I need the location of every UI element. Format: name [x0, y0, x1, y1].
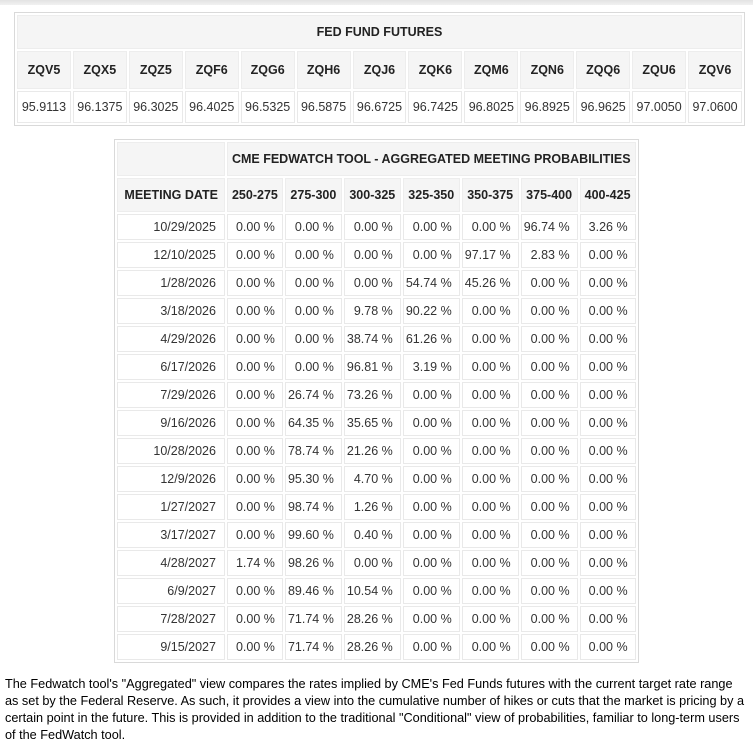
probability-cell: 0.00 % [344, 550, 401, 576]
rate-range-header: 300-325 [344, 178, 401, 212]
probability-cell: 0.00 % [462, 298, 519, 324]
meeting-date-cell: 3/17/2027 [117, 522, 225, 548]
probability-cell: 0.00 % [403, 438, 460, 464]
futures-contract-cell: ZQG6 [241, 51, 295, 89]
probability-cell: 0.00 % [462, 382, 519, 408]
probability-cell: 3.19 % [403, 354, 460, 380]
probability-cell: 1.26 % [344, 494, 401, 520]
probability-cell: 0.00 % [403, 410, 460, 436]
probability-cell: 96.74 % [521, 214, 578, 240]
probability-cell: 0.00 % [403, 522, 460, 548]
probability-cell: 0.00 % [580, 270, 636, 296]
meeting-date-cell: 6/17/2026 [117, 354, 225, 380]
probability-cell: 0.00 % [580, 606, 636, 632]
probability-cell: 0.00 % [227, 438, 283, 464]
probability-cell: 98.74 % [285, 494, 342, 520]
probability-cell: 28.26 % [344, 606, 401, 632]
meeting-date-header: MEETING DATE [117, 178, 225, 212]
probability-cell: 0.00 % [403, 214, 460, 240]
meeting-date-cell: 1/27/2027 [117, 494, 225, 520]
futures-contract-cell: ZQF6 [185, 51, 239, 89]
futures-price-cell: 96.8925 [520, 91, 574, 123]
probability-cell: 0.00 % [344, 242, 401, 268]
probability-cell: 0.00 % [344, 214, 401, 240]
probability-cell: 0.00 % [580, 354, 636, 380]
rate-range-header: 350-375 [462, 178, 519, 212]
probability-cell: 0.00 % [462, 494, 519, 520]
probability-cell: 89.46 % [285, 578, 342, 604]
probability-cell: 35.65 % [344, 410, 401, 436]
futures-price-cell: 95.9113 [17, 91, 71, 123]
probability-cell: 0.00 % [462, 466, 519, 492]
table-row [117, 494, 635, 520]
fedwatch-table-title: CME FEDWATCH TOOL - AGGREGATED MEETING PROBABILITIES [227, 142, 636, 176]
probability-cell: 78.74 % [285, 438, 342, 464]
probability-cell: 0.00 % [462, 410, 519, 436]
futures-contract-cell: ZQZ5 [129, 51, 183, 89]
meeting-date-cell: 4/29/2026 [117, 326, 225, 352]
table-row [117, 214, 635, 240]
table-row [117, 550, 635, 576]
rate-range-header: 325-350 [403, 178, 460, 212]
fedwatch-corner-cell [117, 142, 225, 176]
probability-cell: 0.00 % [580, 326, 636, 352]
probability-cell: 0.00 % [403, 382, 460, 408]
probability-cell: 71.74 % [285, 606, 342, 632]
probability-cell: 38.74 % [344, 326, 401, 352]
meeting-date-cell: 10/29/2025 [117, 214, 225, 240]
probability-cell: 0.00 % [227, 522, 283, 548]
futures-price-cell: 96.3025 [129, 91, 183, 123]
fedwatch-title-row [117, 142, 635, 176]
meeting-date-cell: 12/9/2026 [117, 466, 225, 492]
probability-cell: 96.81 % [344, 354, 401, 380]
meeting-date-cell: 7/28/2027 [117, 606, 225, 632]
probability-cell: 0.00 % [462, 326, 519, 352]
probability-cell: 97.17 % [462, 242, 519, 268]
futures-price-cell: 96.9625 [576, 91, 630, 123]
probability-cell: 10.54 % [344, 578, 401, 604]
probability-cell: 0.00 % [521, 466, 578, 492]
probability-cell: 95.30 % [285, 466, 342, 492]
probability-cell: 0.00 % [580, 382, 636, 408]
probability-cell: 0.00 % [285, 270, 342, 296]
probability-cell: 1.74 % [227, 550, 283, 576]
futures-contracts-row [17, 51, 742, 89]
probability-cell: 0.00 % [521, 438, 578, 464]
futures-price-cell: 96.8025 [464, 91, 518, 123]
probability-cell: 0.00 % [580, 242, 636, 268]
futures-table-title: FED FUND FUTURES [17, 15, 742, 49]
table-row [117, 606, 635, 632]
futures-price-cell: 96.6725 [353, 91, 407, 123]
probability-cell: 0.00 % [521, 298, 578, 324]
fed-fund-futures-table [14, 12, 745, 126]
rate-range-header: 275-300 [285, 178, 342, 212]
probability-cell: 0.00 % [521, 270, 578, 296]
meeting-date-cell: 3/18/2026 [117, 298, 225, 324]
probability-cell: 98.26 % [285, 550, 342, 576]
probability-cell: 0.00 % [462, 578, 519, 604]
probability-cell: 0.00 % [227, 354, 283, 380]
probability-cell: 9.78 % [344, 298, 401, 324]
probability-cell: 0.00 % [227, 214, 283, 240]
probability-cell: 0.00 % [521, 522, 578, 548]
futures-contract-cell: ZQM6 [464, 51, 518, 89]
probability-cell: 0.00 % [227, 298, 283, 324]
table-row [117, 578, 635, 604]
probability-cell: 0.00 % [462, 438, 519, 464]
probability-cell: 0.00 % [580, 494, 636, 520]
futures-price-cell: 96.4025 [185, 91, 239, 123]
probability-cell: 0.00 % [227, 410, 283, 436]
probability-cell: 0.00 % [521, 606, 578, 632]
futures-contract-cell: ZQH6 [297, 51, 351, 89]
meeting-date-cell: 10/28/2026 [117, 438, 225, 464]
probability-cell: 21.26 % [344, 438, 401, 464]
probability-cell: 0.00 % [227, 382, 283, 408]
probability-cell: 0.00 % [462, 606, 519, 632]
probability-cell: 0.00 % [403, 550, 460, 576]
meeting-date-cell: 1/28/2026 [117, 270, 225, 296]
meeting-date-cell: 4/28/2027 [117, 550, 225, 576]
table-row [117, 522, 635, 548]
rate-range-header: 375-400 [521, 178, 578, 212]
probability-cell: 0.00 % [403, 242, 460, 268]
futures-price-cell: 96.5325 [241, 91, 295, 123]
probability-cell: 0.00 % [580, 578, 636, 604]
futures-contract-cell: ZQV6 [688, 51, 742, 89]
probability-cell: 0.00 % [521, 494, 578, 520]
probability-cell: 0.00 % [285, 298, 342, 324]
probability-cell: 45.26 % [462, 270, 519, 296]
probability-cell: 0.00 % [227, 634, 283, 660]
probability-cell: 0.00 % [227, 466, 283, 492]
probability-cell: 0.00 % [462, 354, 519, 380]
probability-cell: 0.00 % [462, 634, 519, 660]
probability-cell: 0.00 % [580, 634, 636, 660]
probability-cell: 0.00 % [521, 578, 578, 604]
futures-contract-cell: ZQQ6 [576, 51, 630, 89]
fedwatch-header-row [117, 178, 635, 212]
probability-cell: 0.00 % [521, 550, 578, 576]
probability-cell: 0.00 % [521, 326, 578, 352]
probability-cell: 73.26 % [344, 382, 401, 408]
futures-contract-cell: ZQV5 [17, 51, 71, 89]
futures-price-cell: 97.0600 [688, 91, 742, 123]
probability-cell: 3.26 % [580, 214, 636, 240]
probability-cell: 26.74 % [285, 382, 342, 408]
probability-cell: 0.00 % [580, 438, 636, 464]
probability-cell: 54.74 % [403, 270, 460, 296]
meeting-date-cell: 12/10/2025 [117, 242, 225, 268]
table-row [117, 354, 635, 380]
probability-cell: 0.00 % [580, 410, 636, 436]
probability-cell: 0.00 % [462, 214, 519, 240]
probability-cell: 0.00 % [580, 522, 636, 548]
probability-cell: 0.00 % [285, 326, 342, 352]
probability-cell: 0.00 % [227, 578, 283, 604]
table-row [117, 270, 635, 296]
meeting-date-cell: 9/16/2026 [117, 410, 225, 436]
futures-contract-cell: ZQK6 [408, 51, 462, 89]
table-row [117, 242, 635, 268]
probability-cell: 4.70 % [344, 466, 401, 492]
probability-cell: 0.00 % [285, 214, 342, 240]
probability-cell: 0.00 % [403, 634, 460, 660]
futures-price-cell: 97.0050 [632, 91, 686, 123]
futures-price-cell: 96.7425 [408, 91, 462, 123]
table-row [117, 410, 635, 436]
table-row [117, 466, 635, 492]
futures-contract-cell: ZQJ6 [353, 51, 407, 89]
top-divider [0, 0, 753, 5]
meeting-date-cell: 9/15/2027 [117, 634, 225, 660]
probability-cell: 64.35 % [285, 410, 342, 436]
probability-cell: 0.00 % [580, 298, 636, 324]
table-row [117, 298, 635, 324]
probability-cell: 0.00 % [403, 466, 460, 492]
futures-contract-cell: ZQX5 [73, 51, 127, 89]
futures-price-cell: 96.5875 [297, 91, 351, 123]
futures-prices-row [17, 91, 742, 123]
meeting-date-cell: 6/9/2027 [117, 578, 225, 604]
probability-cell: 0.00 % [227, 326, 283, 352]
probability-cell: 0.00 % [403, 578, 460, 604]
futures-price-cell: 96.1375 [73, 91, 127, 123]
rate-range-header: 400-425 [580, 178, 636, 212]
fedwatch-probabilities-table [114, 139, 638, 663]
probability-cell: 0.00 % [580, 466, 636, 492]
probability-cell: 0.00 % [285, 354, 342, 380]
probability-cell: 71.74 % [285, 634, 342, 660]
probability-cell: 61.26 % [403, 326, 460, 352]
probability-cell: 0.00 % [521, 634, 578, 660]
probability-cell: 0.00 % [285, 242, 342, 268]
probability-cell: 0.00 % [227, 494, 283, 520]
table-row [117, 438, 635, 464]
futures-title-row [17, 15, 742, 49]
probability-cell: 28.26 % [344, 634, 401, 660]
probability-cell: 2.83 % [521, 242, 578, 268]
probability-cell: 0.00 % [462, 550, 519, 576]
probability-cell: 0.00 % [227, 242, 283, 268]
rate-range-header: 250-275 [227, 178, 283, 212]
probability-cell: 0.00 % [580, 550, 636, 576]
probability-cell: 99.60 % [285, 522, 342, 548]
probability-cell: 0.00 % [521, 354, 578, 380]
probability-cell: 0.00 % [344, 270, 401, 296]
probability-cell: 0.00 % [403, 494, 460, 520]
probability-cell: 0.00 % [521, 382, 578, 408]
meeting-date-cell: 7/29/2026 [117, 382, 225, 408]
futures-contract-cell: ZQN6 [520, 51, 574, 89]
probability-cell: 0.00 % [227, 606, 283, 632]
description-text: The Fedwatch tool's "Aggregated" view compares the rates implied by CME's Fed Funds futures with the current target rate range as set by the Federal Reserve. As such, it provides a view into the cumulative number of hikes or cuts that the market is pricing by a certain point in the future. This is provided in addition to the traditional "Conditional" view of probabilities, familiar to long-term users of the FedWatch tool. [5, 677, 745, 743]
probability-cell: 0.40 % [344, 522, 401, 548]
probability-cell: 90.22 % [403, 298, 460, 324]
futures-contract-cell: ZQU6 [632, 51, 686, 89]
probability-cell: 0.00 % [227, 270, 283, 296]
probability-cell: 0.00 % [462, 522, 519, 548]
probability-cell: 0.00 % [403, 606, 460, 632]
table-row [117, 634, 635, 660]
table-row [117, 326, 635, 352]
probability-cell: 0.00 % [521, 410, 578, 436]
table-row [117, 382, 635, 408]
